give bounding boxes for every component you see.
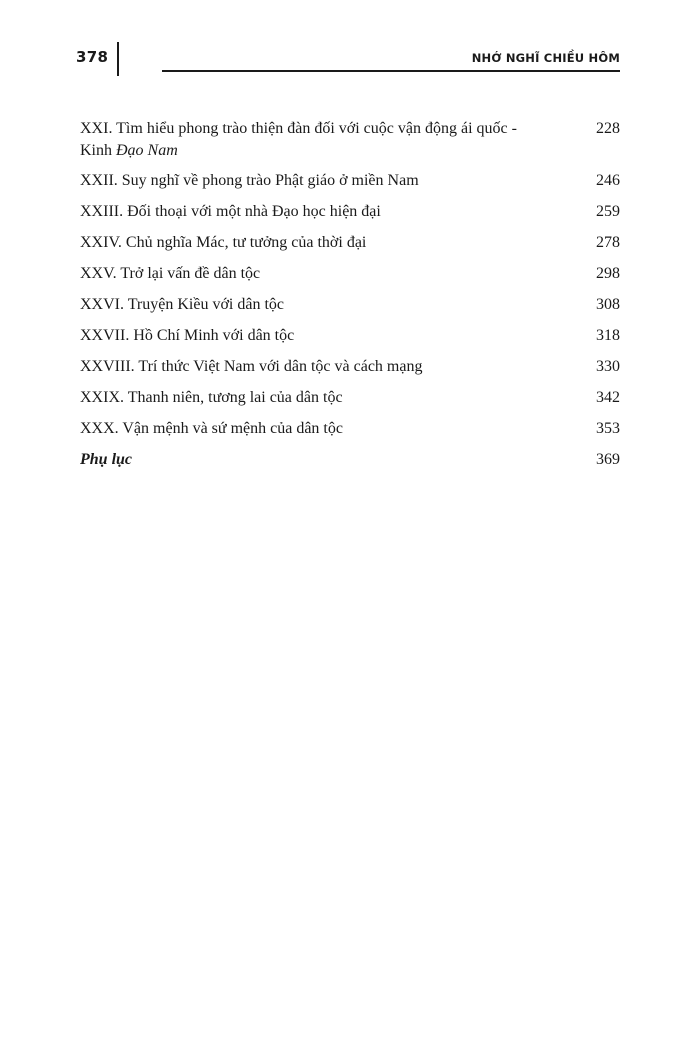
- toc-entry-xxv: [80, 263, 620, 285]
- toc-entry-title: XXIX. Thanh niên, tương lai của dân tộc: [80, 389, 343, 406]
- toc-entry-title: XXVI. Truyện Kiều với dân tộc: [80, 296, 284, 313]
- table-of-contents: [80, 118, 620, 480]
- toc-entry-xxi: [80, 118, 620, 162]
- toc-entry-xxix: [80, 387, 620, 409]
- toc-entry-title: XXIV. Chủ nghĩa Mác, tư tưởng của thời đại: [80, 234, 367, 251]
- toc-entry-xxii: [80, 170, 620, 192]
- toc-entry-title: XXV. Trở lại vấn đề dân tộc: [80, 265, 261, 282]
- header-rule: [162, 70, 620, 72]
- toc-entry-page: 353: [596, 420, 620, 437]
- toc-entry-title-italic: Đạo Nam: [116, 142, 178, 159]
- toc-entry-page: 228: [596, 120, 620, 137]
- toc-entry-xxiii: [80, 201, 620, 223]
- toc-entry-title-line2-prefix: Kinh: [80, 142, 116, 159]
- toc-entry-title: XXVIII. Trí thức Việt Nam với dân tộc và cách mạng: [80, 358, 423, 375]
- toc-entry-page: 318: [596, 327, 620, 344]
- toc-entry-xxx: [80, 418, 620, 440]
- toc-entry-title: [80, 118, 580, 162]
- toc-entry-title: XXVII. Hồ Chí Minh với dân tộc: [80, 327, 295, 344]
- toc-entry-page: 308: [596, 296, 620, 313]
- toc-entry-page: 298: [596, 265, 620, 282]
- toc-entry-appendix: [80, 449, 620, 471]
- toc-entry-title-line1: XXI. Tìm hiểu phong trào thiện đàn đối với cuộc vận động ái quốc -: [80, 120, 517, 137]
- toc-entry-page: 246: [596, 172, 620, 189]
- toc-entry-title: XXX. Vận mệnh và sứ mệnh của dân tộc: [80, 420, 343, 437]
- running-title: NHỚ NGHĨ CHIỀU HÔM: [471, 51, 620, 65]
- toc-entry-page: 278: [596, 234, 620, 251]
- toc-entry-xxiv: [80, 232, 620, 254]
- header-divider: [117, 42, 119, 76]
- toc-entry-page: 342: [596, 389, 620, 406]
- toc-entry-page: 330: [596, 358, 620, 375]
- toc-entry-page: 369: [596, 451, 620, 468]
- toc-entry-page: 259: [596, 203, 620, 220]
- page-number: 378: [76, 48, 109, 66]
- toc-entry-title: Phụ lục: [80, 451, 133, 468]
- toc-entry-xxviii: [80, 356, 620, 378]
- toc-entry-xxvi: [80, 294, 620, 316]
- toc-entry-title: XXII. Suy nghĩ về phong trào Phật giáo ở miền Nam: [80, 172, 419, 189]
- toc-entry-title: XXIII. Đối thoại với một nhà Đạo học hiện đại: [80, 203, 381, 220]
- toc-entry-xxvii: [80, 325, 620, 347]
